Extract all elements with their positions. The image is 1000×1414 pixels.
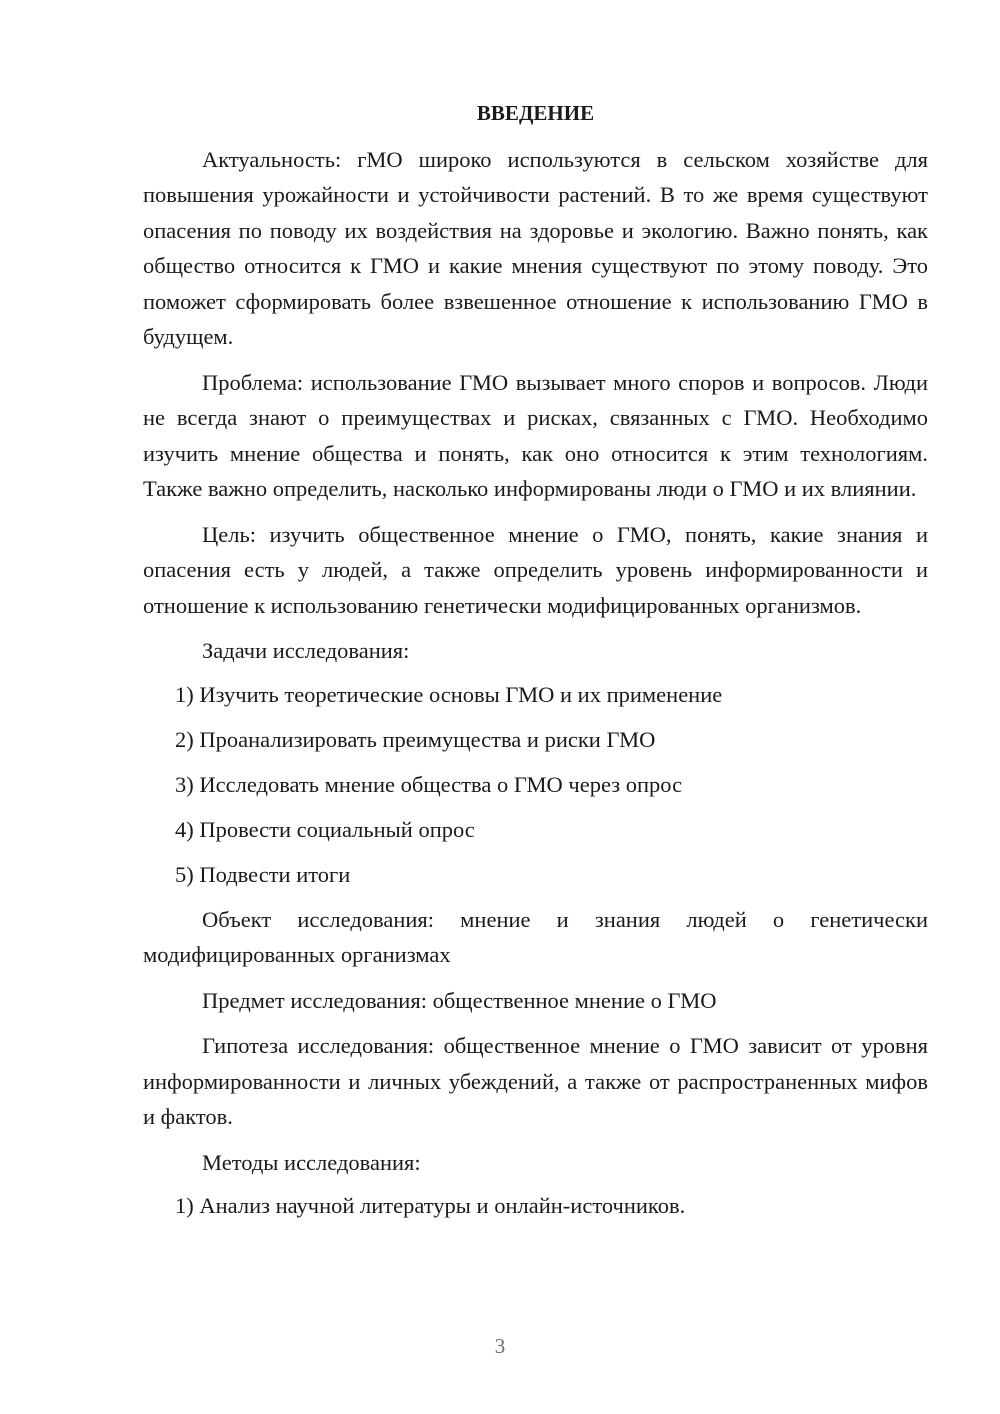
list-item: 1) Анализ научной литературы и онлайн-источников. [175,1193,686,1219]
list-item: 5) Подвести итоги [175,861,351,887]
methods-heading: Методы исследования: [202,1149,421,1175]
document-page [143,96,928,1234]
page-number: 3 [494,1334,506,1358]
methods-list [143,1188,928,1224]
hypothesis-paragraph: Гипотеза исследования: общественное мнение о ГМО зависит от уровня информированности и личных убеждений, а также от распространенных мифов и фактов. [143,1033,928,1130]
tasks-list [143,677,928,893]
goal-paragraph: Цель: изучить общественное мнение о ГМО, понять, какие знания и опасения есть у людей, а также определить уровень информированности и отношение к использованию генетически модифицированных организмов. [143,521,928,618]
list-item: 4) Провести социальный опрос [175,816,475,842]
list-item: 1) Изучить теоретические основы ГМО и их применение [175,681,723,707]
list-item: 2) Проанализировать преимущества и риски ГМО [175,726,656,752]
relevance-paragraph: Актуальность: гМО широко используются в сельском хозяйстве для повышения урожайности и устойчивости растений. В то же время существуют опасения по поводу их воздействия на здоровье и экологию. Важно понять, как общество относится к ГМО и какие мнения существуют по этому поводу. Это поможет сформировать более взвешенное отношение к использованию ГМО в будущем. [143,146,928,349]
tasks-heading: Задачи исследования: [202,638,410,663]
section-title: ВВЕДЕНИЕ [476,101,595,125]
problem-paragraph: Проблема: использование ГМО вызывает много споров и вопросов. Люди не всегда знают о преимуществах и рисках, связанных с ГМО. Необходимо изучить мнение общества и понять, как оно относится к этим технологиям. Также важно определить, насколько информированы люди о ГМО и их влиянии. [143,369,928,501]
object-paragraph: Объект исследования: мнение и знания людей о генетически модифицированных организмах [143,906,928,968]
subject-paragraph: Предмет исследования: общественное мнение о ГМО [202,987,717,1013]
list-item: 3) Исследовать мнение общества о ГМО через опрос [175,771,683,797]
